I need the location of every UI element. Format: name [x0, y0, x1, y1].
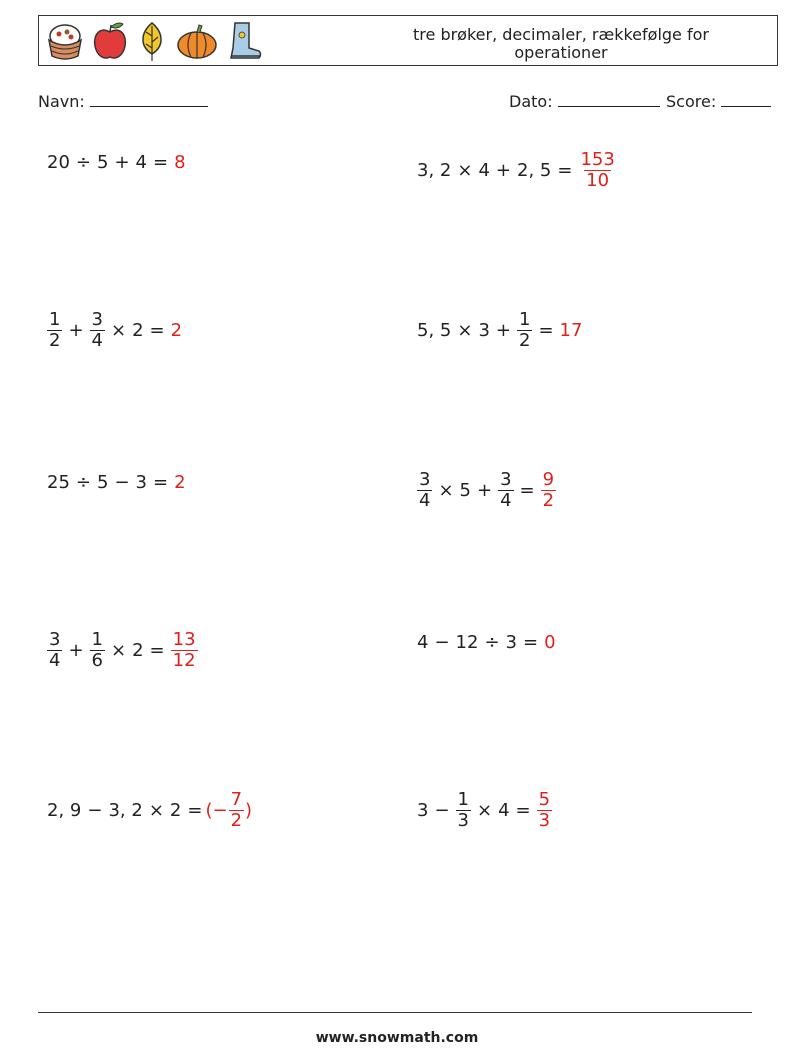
name-field[interactable] — [38, 92, 208, 111]
fraction — [47, 630, 62, 671]
equals-sign: = — [149, 639, 165, 661]
operand: 4 — [478, 159, 490, 181]
date-label: Dato: — [509, 92, 553, 111]
footer-divider — [38, 1012, 752, 1013]
basket-icon — [45, 20, 85, 62]
operand: 20 — [47, 151, 70, 173]
operator: − — [87, 799, 103, 821]
equals-sign: = — [187, 799, 203, 821]
operand: 3 — [417, 799, 429, 821]
denominator: 2 — [519, 329, 531, 351]
operand: 3, 2 — [108, 799, 143, 821]
denominator: 3 — [457, 809, 469, 831]
score-label: Score: — [666, 92, 717, 111]
fraction — [90, 310, 105, 351]
operator: ÷ — [484, 631, 500, 653]
problem-1 — [44, 137, 189, 187]
answer: 2 — [174, 471, 186, 493]
operator: × — [457, 159, 473, 181]
equals-sign: = — [515, 799, 531, 821]
operator: − — [434, 799, 450, 821]
numerator: 3 — [49, 628, 61, 650]
operand: 3 — [505, 631, 517, 653]
operator: × — [148, 799, 164, 821]
worksheet-header — [38, 15, 778, 66]
header-icons — [45, 20, 263, 62]
worksheet-title — [381, 26, 741, 62]
numerator: 9 — [542, 468, 555, 490]
pumpkin-icon — [175, 20, 219, 62]
denominator: 3 — [538, 809, 551, 831]
operand: 2, 9 — [47, 799, 82, 821]
numerator: 13 — [172, 628, 196, 650]
answer: 2 — [170, 319, 183, 341]
operand: 2 — [132, 639, 144, 661]
boot-icon — [225, 20, 263, 62]
answer: 8 — [174, 151, 186, 173]
operator: + — [68, 639, 84, 661]
problem-8 — [414, 617, 559, 667]
operand: 5 — [97, 471, 109, 493]
answer: 0 — [544, 631, 556, 653]
numerator: 3 — [91, 308, 103, 330]
operand: 3 — [478, 319, 490, 341]
numerator: 153 — [580, 148, 615, 170]
denominator: 4 — [500, 489, 512, 511]
operator: ÷ — [75, 151, 91, 173]
denominator: 10 — [586, 169, 610, 191]
date-line[interactable] — [558, 92, 660, 107]
numerator: 5 — [538, 788, 551, 810]
denominator: 12 — [172, 649, 196, 671]
numerator: 7 — [230, 788, 243, 810]
problem-10 — [414, 785, 555, 835]
operator: + — [495, 319, 511, 341]
denominator: 2 — [230, 809, 243, 831]
problem-3 — [44, 305, 185, 355]
name-label: Navn: — [38, 92, 85, 111]
equals-sign: = — [149, 319, 165, 341]
score-line[interactable] — [721, 92, 771, 107]
problem-2 — [414, 145, 620, 195]
apple-icon — [91, 20, 129, 62]
operator: × — [477, 799, 493, 821]
fraction — [47, 310, 62, 351]
problem-4 — [414, 305, 585, 355]
problem-5 — [44, 457, 189, 507]
operand: 4 — [498, 799, 510, 821]
equals-sign: = — [519, 479, 535, 501]
denominator: 4 — [91, 329, 103, 351]
numerator: 1 — [519, 308, 531, 330]
numerator: 3 — [419, 468, 431, 490]
answer-negative-fraction — [205, 790, 252, 831]
answer-fraction — [541, 470, 556, 511]
equals-sign: = — [538, 319, 554, 341]
operand: 5 — [459, 479, 471, 501]
numerator: 1 — [457, 788, 469, 810]
operand: 12 — [455, 631, 479, 653]
operand: 2 — [132, 319, 144, 341]
answer-fraction — [578, 150, 616, 191]
operator: + — [68, 319, 84, 341]
leaf-icon — [135, 20, 169, 62]
operator: ÷ — [75, 471, 91, 493]
title-line-2: operationer — [514, 43, 608, 62]
denominator: 2 — [49, 329, 61, 351]
answer: 17 — [559, 319, 583, 341]
fraction — [90, 630, 105, 671]
problem-7 — [44, 625, 201, 675]
operator: + — [495, 159, 511, 181]
fraction — [517, 310, 532, 351]
title-line-1: tre brøker, decimaler, rækkefølge for — [413, 25, 709, 44]
operator: × — [438, 479, 454, 501]
fraction — [456, 790, 471, 831]
problem-6 — [414, 465, 559, 515]
equals-sign: = — [557, 159, 573, 181]
answer-open-paren: (− — [205, 799, 228, 821]
answer-close-paren: ) — [245, 799, 253, 821]
operand: 5, 5 — [417, 319, 452, 341]
operand: 2, 5 — [517, 159, 552, 181]
answer-fraction — [229, 790, 244, 831]
operand: 3 — [135, 471, 147, 493]
operand: 5 — [97, 151, 109, 173]
operator: × — [457, 319, 473, 341]
equals-sign: = — [523, 631, 539, 653]
operand: 25 — [47, 471, 70, 493]
operator: × — [111, 639, 127, 661]
operand: 4 — [417, 631, 429, 653]
denominator: 4 — [49, 649, 61, 671]
equals-sign: = — [153, 151, 169, 173]
answer-fraction — [171, 630, 198, 671]
answer-fraction — [537, 790, 552, 831]
footer-url[interactable]: www.snowmath.com — [315, 1030, 479, 1046]
numerator: 3 — [500, 468, 512, 490]
operator: + — [477, 479, 493, 501]
operand: 2 — [169, 799, 182, 821]
numerator: 1 — [49, 308, 61, 330]
fraction — [417, 470, 432, 511]
problem-9 — [44, 785, 252, 835]
date-field[interactable] — [509, 92, 660, 111]
denominator: 4 — [419, 489, 431, 511]
operator: − — [114, 471, 130, 493]
denominator: 6 — [91, 649, 103, 671]
score-field[interactable] — [666, 92, 771, 111]
operator: + — [114, 151, 130, 173]
name-line[interactable] — [90, 92, 208, 107]
fraction — [498, 470, 513, 511]
operand: 4 — [135, 151, 147, 173]
equals-sign: = — [153, 471, 169, 493]
numerator: 1 — [91, 628, 103, 650]
operator: × — [111, 319, 127, 341]
denominator: 2 — [542, 489, 555, 511]
operator: − — [434, 631, 450, 653]
operand: 3, 2 — [417, 159, 452, 181]
